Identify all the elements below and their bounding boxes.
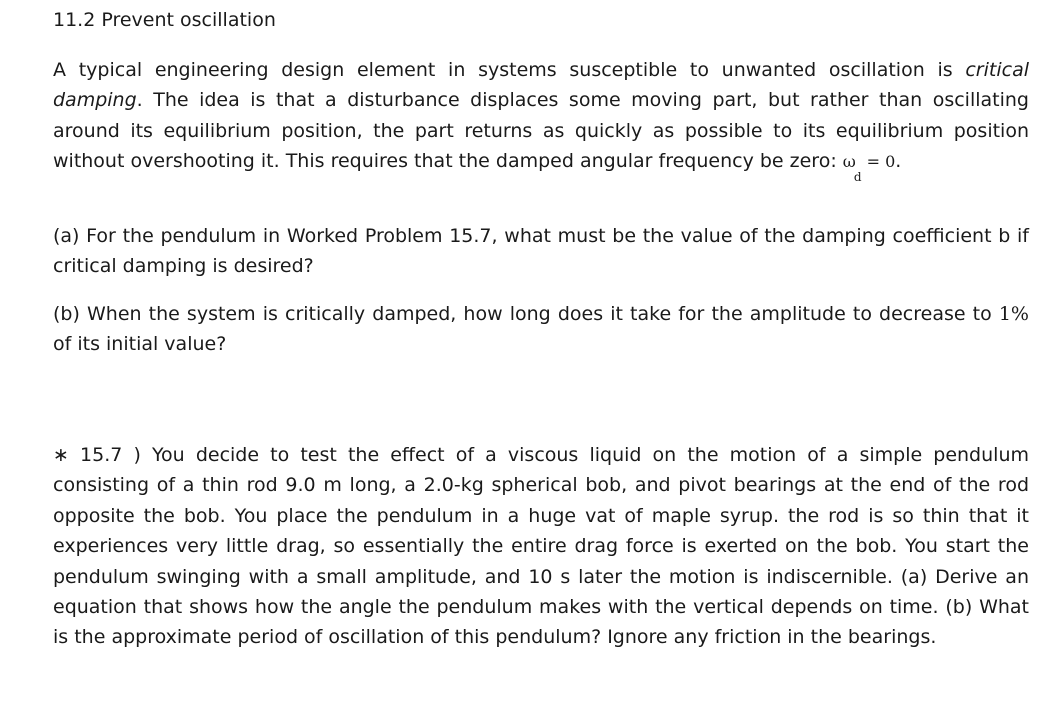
question-a: (a) For the pendulum in Worked Problem 15.7, what must be the value of the damping coefficient b if critical damping is desired?: [53, 225, 1029, 278]
question-b-text-after: of its initial value?: [53, 333, 227, 356]
equation-rest: = 0: [861, 152, 896, 172]
problem-text: 15.7 ) You decide to test the effect of a viscous liquid on the motion of a simple pendulum consisting of a thin rod 9.0 m long, a 2.0-kg spherical bob, and pivot bearings at the end of the rod opposite the bob. You place the pendulum in a huge vat of maple syrup. the rod is so thin that it experiences very little drag, so essentially the entire drag force is exerted on the bob. You start the pendulum swinging with a small amplitude, and 10 s later the motion is indiscernible. (a) Derive an equation that shows how the angle the pendulum makes with the vertical depends on time. (b) What is the approximate period of oscillation of this pendulum? Ignore any friction in the bearings.: [53, 444, 1029, 649]
question-b: [53, 299, 1029, 360]
intro-text-after: . The idea is that a disturbance displaces some moving part, but rather than oscillating around its equilibrium position, the part returns as quickly as possible to its equilibrium position without overshooting it. This requires that the damped angular frequency be zero:: [53, 89, 1029, 173]
intro-text-end: .: [895, 150, 902, 173]
omega-subscript: d: [853, 170, 862, 185]
problem-marker: ∗: [53, 444, 69, 466]
section-heading: 11.2 Prevent oscillation: [53, 9, 276, 31]
damped-frequency-equation: [842, 147, 896, 185]
question-b-percent: 1%: [998, 303, 1029, 325]
question-b-text-before: (b) When the system is critically damped, how long does it take for the amplitude to decrease to: [53, 303, 999, 325]
omega-symbol: ω: [842, 152, 856, 172]
intro-emphasis: critical damping: [53, 59, 1029, 112]
intro-paragraph: [53, 55, 1029, 185]
intro-text-before: A typical engineering design element in systems susceptible to unwanted oscillation is: [53, 59, 966, 81]
worked-problem-15-7: [53, 440, 1029, 653]
